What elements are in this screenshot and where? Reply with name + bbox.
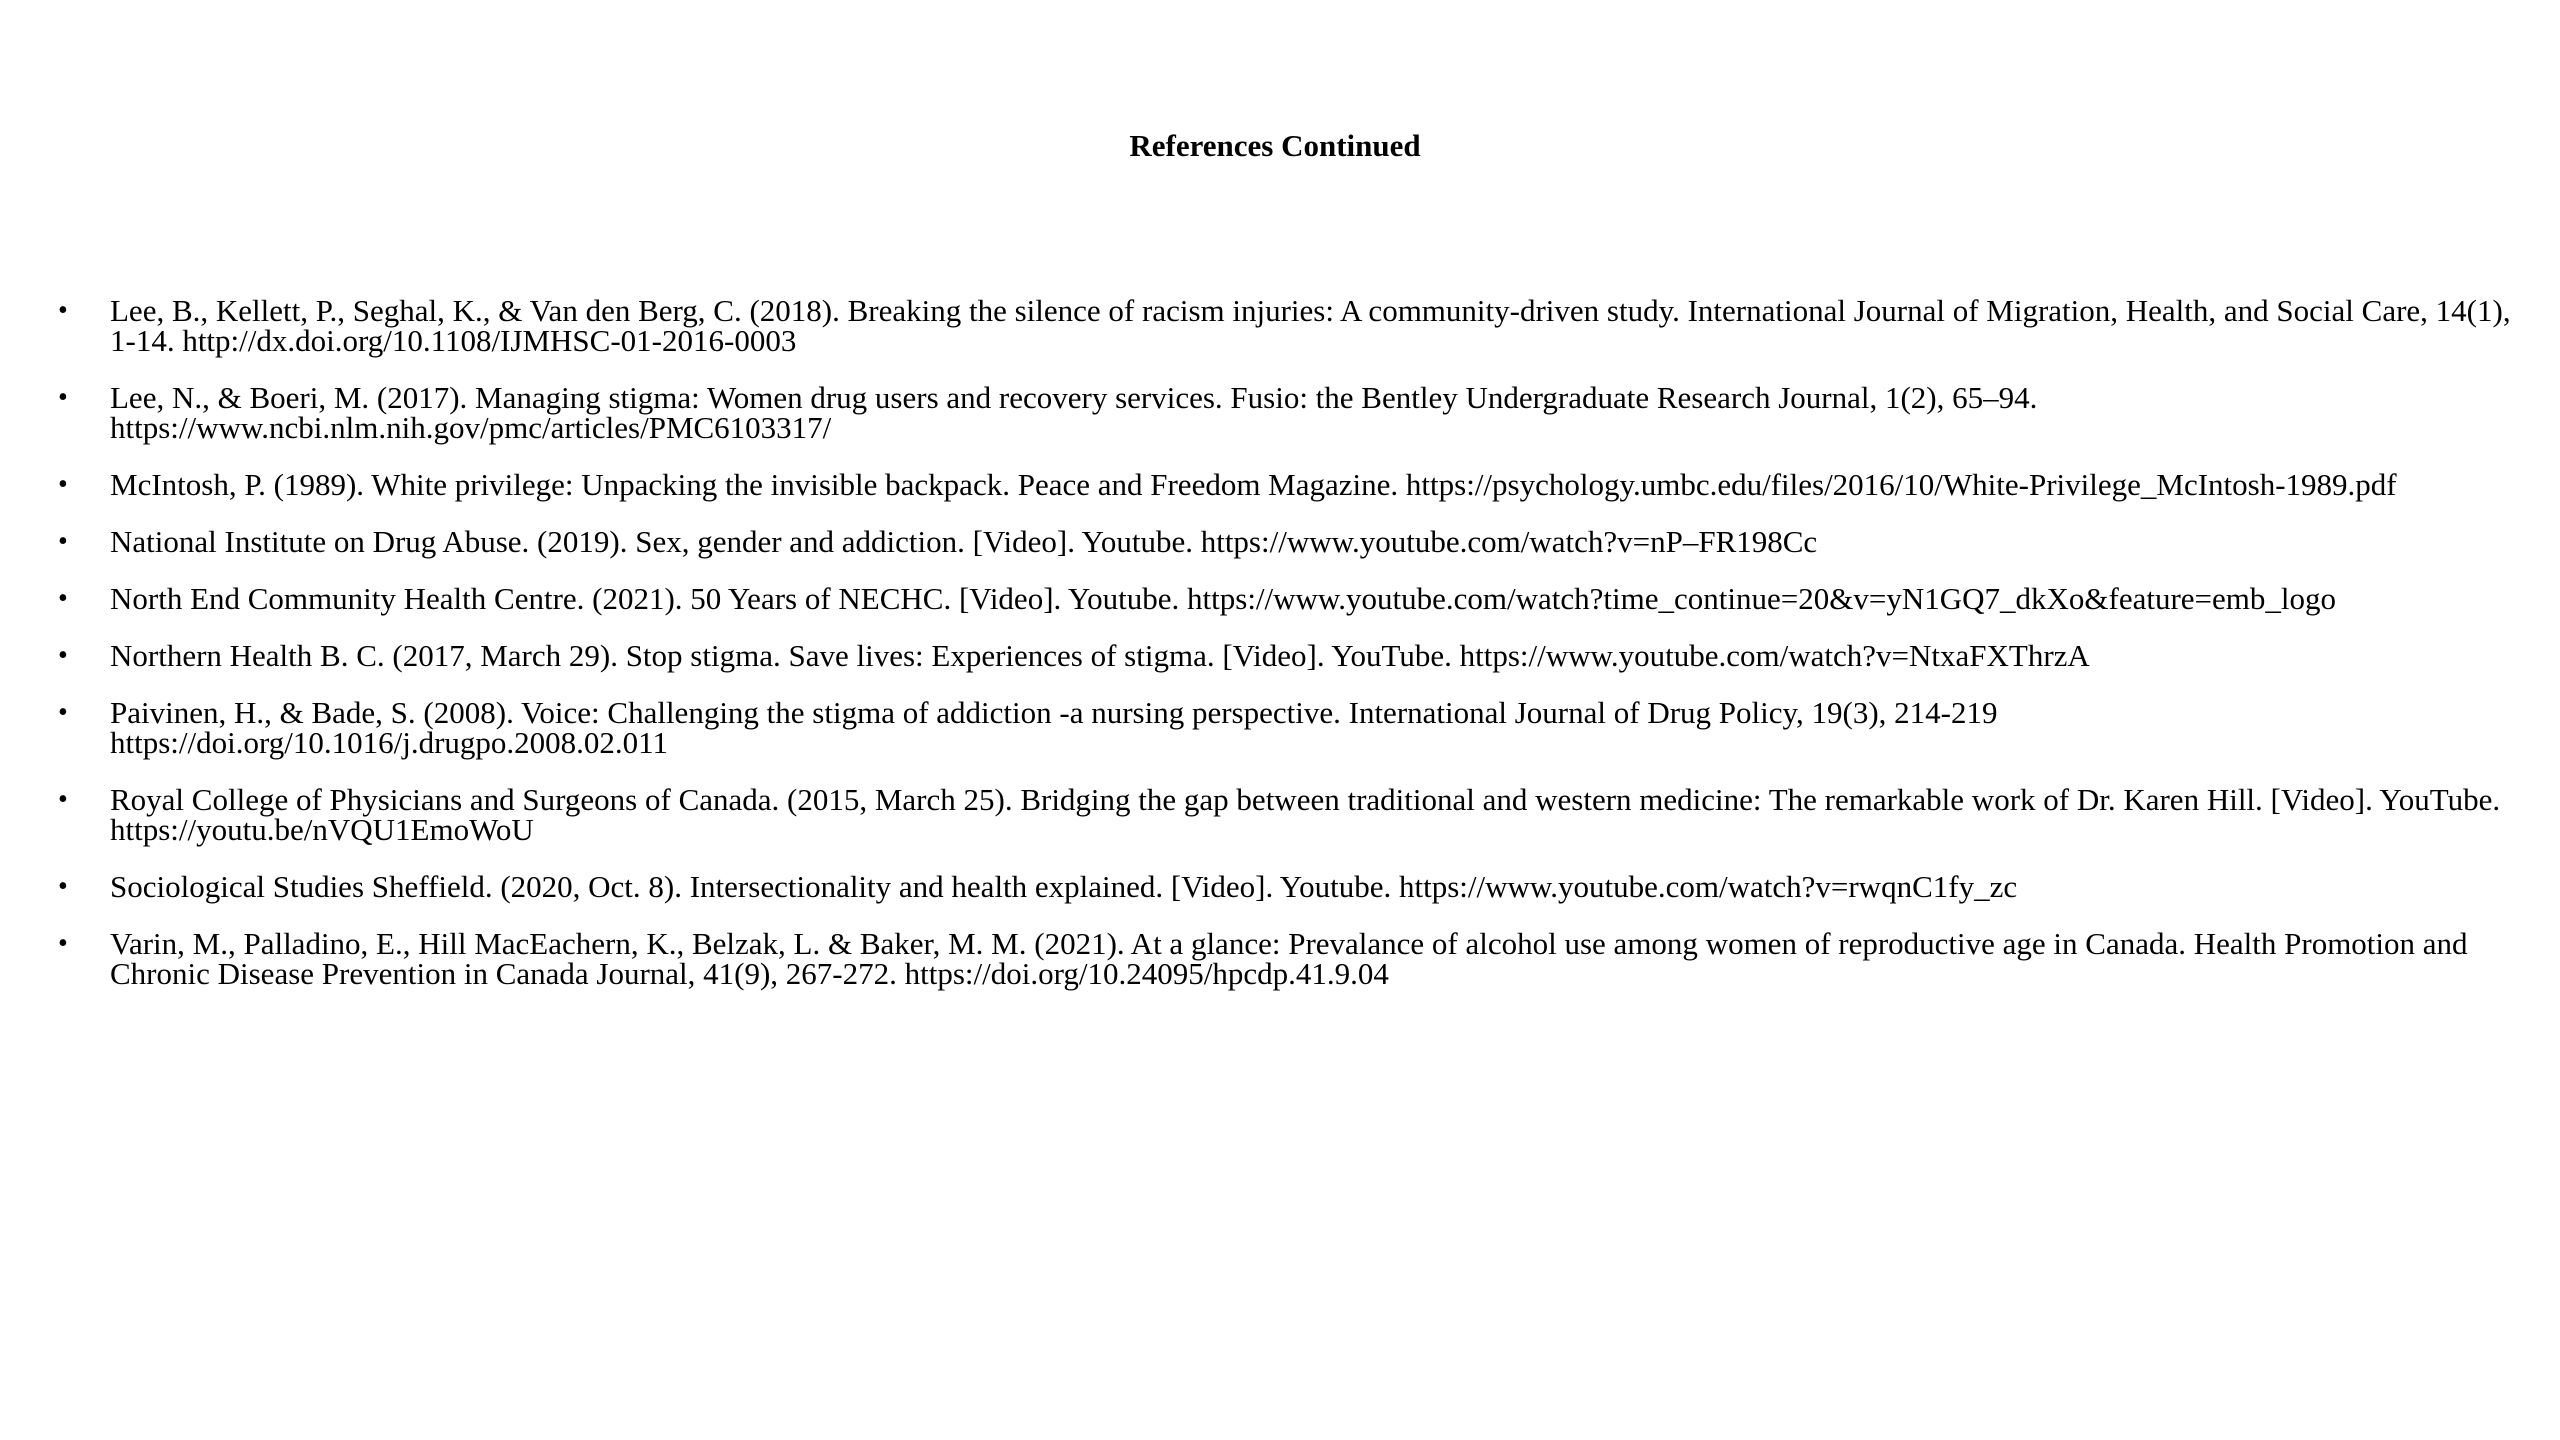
reference-item [54, 380, 2524, 445]
reference-text[interactable]: Paivinen, H., & Bade, S. (2008). Voice: Challenging the stigma of addiction -a nursing perspective. International Journal of Drug Policy, 19(3), 214-219 https://doi.org/10.1016/j.drugpo.2008.02.011 [110, 695, 1998, 760]
bullet-icon: • [58, 697, 68, 728]
reference-item [54, 638, 2524, 673]
reference-text[interactable]: Lee, N., & Boeri, M. (2017). Managing stigma: Women drug users and recovery services. Fusio: the Bentley Undergraduate Research Journal, 1(2), 65–94. https://www.ncbi.nlm.nih.gov/pmc/articles/PMC6103317/ [110, 380, 2038, 445]
reference-text[interactable]: Royal College of Physicians and Surgeons of Canada. (2015, March 25). Bridging the gap between traditional and western medicine: The remarkable work of Dr. Karen Hill. [Video]. YouTube. https://youtu.be/nVQU1EmoWoU [110, 782, 2501, 847]
reference-text[interactable]: McIntosh, P. (1989). White privilege: Unpacking the invisible backpack. Peace and Freedom Magazine. https://psychology.umbc.edu/files/2016/10/White-Privilege_McIntosh-1989.pdf [110, 467, 2397, 502]
page-title: References Continued [1129, 128, 1421, 163]
reference-item [54, 581, 2524, 616]
bullet-icon: • [58, 784, 68, 815]
bullet-icon: • [58, 583, 68, 614]
reference-item [54, 524, 2524, 559]
reference-item [54, 695, 2524, 760]
reference-text[interactable]: Sociological Studies Sheffield. (2020, Oct. 8). Intersectionality and health explained. [Video]. Youtube. https://www.youtube.com/watch?v=rwqnC1fy_zc [110, 869, 2018, 904]
reference-text[interactable]: North End Community Health Centre. (2021). 50 Years of NECHC. [Video]. Youtube. https://www.youtube.com/watch?time_continue=20&v=yN1GQ7_dkXo&feature=emb_logo [110, 581, 2337, 616]
reference-item [54, 926, 2524, 991]
reference-text[interactable]: National Institute on Drug Abuse. (2019). Sex, gender and addiction. [Video]. Youtube. https://www.youtube.com/watch?v=nP–FR198Cc [110, 524, 1818, 559]
bullet-icon: • [58, 871, 68, 902]
bullet-icon: • [58, 295, 68, 326]
bullet-icon: • [58, 469, 68, 500]
bullet-icon: • [58, 382, 68, 413]
reference-list [54, 293, 2524, 1016]
reference-text[interactable]: Northern Health B. C. (2017, March 29). Stop stigma. Save lives: Experiences of stigma. [Video]. YouTube. https://www.youtube.com/watch?v=NtxaFXThrzA [110, 638, 2090, 673]
reference-item [54, 782, 2524, 847]
bullet-icon: • [58, 928, 68, 959]
bullet-icon: • [58, 640, 68, 671]
bullet-icon: • [58, 526, 68, 557]
reference-item [54, 467, 2524, 502]
reference-text[interactable]: Varin, M., Palladino, E., Hill MacEachern, K., Belzak, L. & Baker, M. M. (2021). At a glance: Prevalance of alcohol use among women of reproductive age in Canada. Health Promotion and Chronic Disease Prevention in Canada Journal, 41(9), 267-272. https://doi.org/10.24095/hpcdp.41.9.04 [110, 926, 2468, 991]
reference-item [54, 869, 2524, 904]
reference-text[interactable]: Lee, B., Kellett, P., Seghal, K., & Van den Berg, C. (2018). Breaking the silence of racism injuries: A community-driven study. International Journal of Migration, Health, and Social Care, 14(1), 1-14. http://dx.doi.org/10.1108/IJMHSC-01-2016-0003 [110, 293, 2511, 358]
reference-item [54, 293, 2524, 358]
